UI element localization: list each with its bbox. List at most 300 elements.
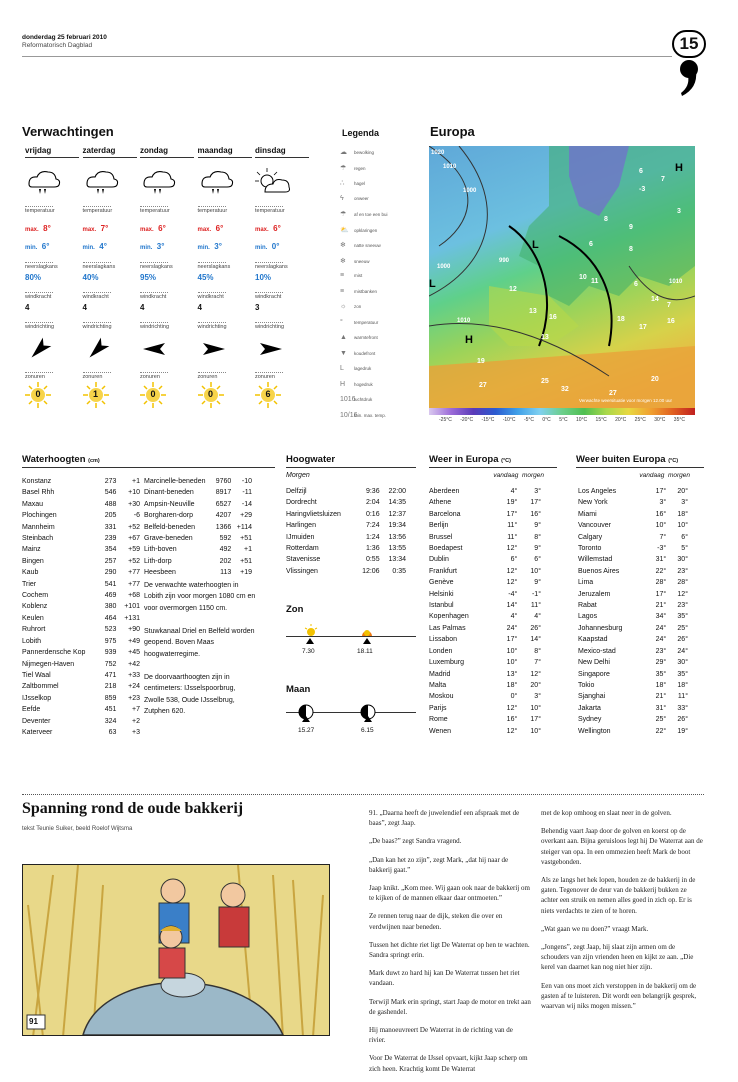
map-temp-label: 6 [639,168,643,175]
table-cell: Heesbeen [144,569,176,577]
isobar-label: 1010 [457,318,471,324]
moonset-marker-icon [364,716,372,722]
forecast-day-name: vrijdag [25,146,79,158]
wind-direction-label: windrichting [25,324,55,330]
table-cell: +7 [132,706,140,714]
table-cell: Harlingen [286,522,316,530]
table-cell: Plochingen [22,512,57,520]
forecast-sun-hours: 1 [92,389,98,399]
legend-label: af en toe een bui [354,212,388,217]
table-row [22,624,140,635]
table-cell: 12° [530,670,541,678]
table-cell: Genève [429,579,454,587]
story-paragraph: Ze rennen terug naar de dijk, steken die over en verdwijnen naar beneden. [369,912,503,931]
story-column-1 [369,808,531,1082]
table-cell: Vancouver [578,522,611,530]
temp-label: temperatuur [255,208,285,214]
scale-label: 0°C [542,417,551,423]
table-cell: +51 [240,535,252,543]
table-cell: 18° [677,681,688,689]
table-cell: -4° [508,590,518,598]
water-rule [22,467,275,468]
table-row [22,499,140,510]
legend-item [340,319,425,333]
table-cell: +68 [128,592,140,600]
legend-icon: ❄ [340,242,346,249]
table-row [286,520,406,531]
table-cell: 30° [677,556,688,564]
table-cell: 17° [530,716,541,724]
table-row [144,533,252,544]
table-cell: 290 [104,569,117,577]
table-cell: 975 [104,637,117,645]
legend-item [340,381,425,395]
table-cell: 205 [104,512,117,520]
legend-item [340,210,425,224]
table-cell: +23 [128,694,140,702]
water-title: Waterhoogten (cm) [22,454,100,465]
table-cell: Konstanz [22,478,52,485]
table-row [286,532,406,543]
story-paragraph: Mark duwt zo hard hij kan De Waterrat tussen het riet vandaan. [369,969,520,988]
legend-label: mist [354,273,363,278]
sun-hours-label: zonuren [255,372,283,380]
map-temp-label: 20 [651,376,659,383]
comic-panel-number: 91 [29,1017,38,1026]
table-cell: 16° [506,716,518,724]
table-cell: 3° [659,499,667,507]
table-cell: Istanbul [429,602,454,610]
table-cell: Wenen [429,727,452,735]
map-temp-label: 27 [479,382,487,389]
forecast-sun-hours: 0 [35,389,41,399]
table-row [22,681,140,692]
wind-arrow-icon [25,334,79,368]
table-cell: Lissabon [429,636,458,644]
wind-arrow-icon [198,334,252,368]
moon-title: Maan [286,684,311,695]
sun-hours-label: zonuren [140,372,168,380]
map-temp-label: 12 [509,286,517,293]
table-row [429,669,541,680]
wx-europe-colheads: vandaag morgen [493,472,544,479]
table-cell: Grave-beneden [144,535,193,543]
wind-label: windkracht [25,294,52,300]
table-row [429,532,541,543]
table-cell: 541 [104,580,117,588]
table-cell: Londen [429,647,453,655]
table-cell: Nijmegen-Haven [22,660,75,668]
table-cell: +2 [132,717,140,725]
table-cell: Buenos Aires [578,567,620,575]
table-cell: Lith-dorp [144,557,172,565]
story-credit: tekst Teunie Suiker, beeld Roelof Wijtsma [22,826,133,832]
wind-label: windkracht [140,294,167,300]
table-cell: Los Angeles [578,488,617,495]
table-cell: Lagos [578,613,598,621]
table-cell: 4207 [215,512,232,520]
table-cell: Pannerdensche Kop [22,649,86,657]
table-cell: 10° [677,522,688,530]
table-cell: +1 [244,546,252,554]
forecast-min: min. 4° [82,242,107,251]
legend-icon: ▲ [340,334,347,341]
scale-label: 10°C [575,417,588,423]
table-cell: 0:16 [365,510,380,518]
scale-label: 15°C [595,417,607,423]
newspaper-name: Reformatorisch Dagblad [22,42,93,49]
isobar-label: 990 [499,258,510,264]
table-cell: Bingen [22,557,44,565]
table-cell: 1:24 [365,533,380,541]
table-row [22,601,140,612]
legend-item [340,412,425,426]
forecast-min: min. 0° [255,242,280,251]
map-temp-label: -3 [639,186,646,193]
scale-label: -5°C [523,417,534,423]
rain-label: neerslagkans [255,264,288,270]
map-temp-label: 32 [561,386,569,393]
page-number: 15 [672,30,706,58]
table-cell: Belfeld-beneden [144,523,195,531]
sun-title: Zon [286,604,304,615]
table-row [578,611,688,622]
sun-badge-icon [198,382,224,408]
forecast-wind: 3 [255,303,260,312]
table-cell: 8° [534,533,541,541]
table-row [429,646,541,657]
table-row [22,636,140,647]
legend-icon: ≡ [340,287,345,295]
table-cell: 939 [104,649,117,657]
table-cell: 2:04 [365,499,380,507]
table-cell: 239 [104,535,117,543]
table-row [144,487,252,498]
table-cell: 11° [507,533,518,541]
rain-label: neerslagkans [140,264,173,270]
story-paragraph: „Wat gaan we nu doen?” vraagt Mark. [541,924,649,933]
table-cell: Dublin [429,556,449,564]
legend-title: Legenda [342,128,380,138]
legend-icon: ⛅ [340,226,349,234]
table-cell: Eefde [22,706,41,714]
table-row [578,554,688,565]
table-cell: +59 [128,546,140,554]
table-row [578,669,688,680]
table-cell: 218 [104,683,117,691]
table-cell: 34° [655,613,667,621]
table-cell: +52 [128,557,140,565]
table-cell: 1:36 [365,545,380,553]
table-cell: 464 [104,614,117,622]
table-cell: -3° [657,545,667,553]
table-cell: 14° [530,636,541,644]
table-row [578,566,688,577]
table-cell: 592 [219,535,232,543]
forecast-max: max. 6° [140,224,166,233]
map-caption: Verwachte weersituatie voor morgen 12.00 uur [579,398,673,403]
moonrise-time: 15.27 [298,727,315,734]
table-row [286,554,406,565]
table-cell: 12° [506,567,518,575]
low-pressure-marker: L [429,278,436,290]
table-row [22,590,140,601]
map-temp-label: 16 [549,314,557,321]
legend-item [340,303,425,317]
table-cell: Kaub [22,569,39,577]
table-cell: 17° [506,510,518,518]
map-temp-label: 19 [477,358,485,365]
table-row [578,691,688,702]
sun-badge-icon [83,382,109,408]
map-temp-label: 7 [667,302,671,309]
wind-label: windkracht [82,294,109,300]
map-temp-label: 8 [604,216,608,223]
table-row [22,659,140,670]
legend-item [340,288,425,302]
table-row [22,556,140,567]
rain-label: neerslagkans [82,264,116,270]
table-cell: +19 [240,569,252,577]
legend-icon: ° [340,318,343,326]
table-cell: Luxemburg [429,659,465,667]
table-cell: 11° [530,602,541,610]
table-cell: Dinant-beneden [144,489,194,497]
sun-hours-label: zonuren [25,372,53,380]
table-cell: Vlissingen [286,567,318,575]
table-cell: 13:34 [388,556,406,564]
table-row [578,714,688,725]
legend-label: sneeuw [354,258,370,264]
forecast-wind: 4 [197,303,202,312]
wind-arrow-icon [83,334,137,368]
table-cell: +49 [128,637,140,645]
legend-label: luchtdruk [354,397,373,402]
table-cell: +33 [128,671,140,679]
table-cell: Madrid [429,670,451,678]
table-row [22,567,140,578]
table-row [578,520,688,531]
table-cell: Steinbach [22,535,54,543]
forecast-max: max. 6° [197,224,224,233]
temperature-scale [429,408,695,415]
moonset-time: 6.15 [361,727,374,734]
legend-icon: ≡ [340,272,345,279]
sunrise-icon [304,624,318,636]
table-cell: 24° [655,624,667,632]
wx-world-title: Weer buiten Europa (°C) [576,454,679,465]
table-row [578,646,688,657]
table-cell: +51 [240,557,252,565]
table-cell: +29 [240,512,252,520]
scale-label: 30°C [654,417,666,423]
sunset-time: 18.11 [357,648,373,655]
scale-label: -10°C [502,417,516,423]
table-cell: 488 [104,500,117,508]
table-row [429,680,541,691]
isobar-label: 1020 [431,150,445,156]
legend-item [340,164,425,178]
forecast-min: min. 3° [140,242,165,251]
table-cell: +101 [124,603,140,611]
table-row [429,589,541,600]
table-cell: Zaltbommel [22,683,59,691]
rain-label: neerslagkans [25,264,58,270]
table-cell: Brussel [429,533,453,541]
sun-hours-label: zonuren [198,372,226,380]
legend-icon: 10/16 [340,411,358,419]
table-cell: 10° [530,704,541,712]
table-row [578,726,688,737]
table-cell: 35° [655,670,667,678]
table-row [286,497,406,508]
table-cell: 22° [655,727,667,735]
table-cell: -11 [242,489,252,497]
sunset-icon [360,624,374,636]
story-paragraph: 91. „Daarna heeft de juwelendief een afspraak met de baas”, zegt Jaap. [369,809,520,828]
legend-label: mistbanken [354,288,378,294]
table-row [22,704,140,715]
moonrise-marker-icon [302,716,310,722]
map-drawing [429,146,695,408]
table-cell: 12° [506,704,518,712]
table-cell: Katerveer [22,728,53,736]
forecast-sun-hours: 0 [150,389,156,399]
table-cell: 29° [655,659,667,667]
table-cell: Johannesburg [578,624,623,632]
legend-icon: ☂ [340,164,347,172]
table-cell: Willemstad [578,556,613,564]
table-cell: 0:35 [392,567,406,575]
table-cell: New Delhi [578,659,610,667]
table-cell: 24° [506,624,518,632]
legend-label: zon [354,304,362,309]
europe-title: Europa [430,124,475,139]
table-cell: +67 [128,535,140,543]
table-row [578,543,688,554]
table-cell: Moskou [429,693,454,701]
table-cell: Parijs [429,704,447,712]
table-row [286,566,406,577]
map-temp-label: 18 [617,316,625,323]
table-cell: +77 [128,580,140,588]
table-cell: 17° [530,499,541,507]
scale-label: 35°C [673,417,685,423]
legend-item [340,396,425,410]
table-row [429,520,541,531]
table-row [22,613,140,624]
table-row [429,691,541,702]
legend-icon: ∴ [340,180,345,187]
table-cell: 19° [677,727,688,735]
map-temp-label: 6 [589,241,593,248]
table-cell: 12° [506,545,518,553]
table-cell: +52 [128,523,140,531]
story-paragraph: Behendig vaart Jaap door de golven en koerst op de overkant aan. Bijna geruisloos legt hij De Waterrat aan de steiger van opa. In een ommezien heeft Mark de boot vastgebonden. [541,827,703,866]
legend-item [340,365,425,379]
isobar-label: 1010 [443,164,457,170]
map-temp-label: 7 [661,176,665,183]
table-cell: 12° [677,590,688,598]
map-temp-label: 25 [541,378,549,385]
table-row [144,510,252,521]
table-cell: Berlijn [429,522,449,530]
legend-item [340,257,425,271]
table-cell: Malta [429,681,447,689]
legend-item [340,350,425,364]
table-cell: 12° [506,579,518,587]
table-cell: Deventer [22,717,51,725]
table-cell: Rome [429,716,448,724]
table-cell: 13° [506,670,518,678]
legend-label: warmtefront [354,335,378,340]
table-cell: 9° [534,545,541,553]
table-cell: 354 [104,546,117,554]
table-cell: Borgharen-dorp [144,512,194,520]
legend-label: regen [354,165,366,171]
table-cell: 9:36 [365,488,380,495]
forecast-day-name: dinsdag [255,146,309,158]
table-cell: 331 [104,523,117,531]
table-cell: 10° [530,727,541,735]
map-temp-label: 8 [629,246,633,253]
sun-horizon [286,636,416,637]
table-cell: 6° [534,556,541,564]
table-cell: IJsselkop [22,694,52,702]
map-temp-label: 27 [609,390,617,397]
table-cell: 24° [677,647,688,655]
sun-badge-icon [255,382,281,408]
forecast-sun-hours: 0 [207,389,213,399]
table-row [429,600,541,611]
forecast-max: max. 6° [255,224,281,233]
water-table-right [144,476,252,579]
table-row [22,533,140,544]
table-cell: -14 [241,500,252,508]
water-note-doorvaart: De doorvaarthoogten zijn in centimeters: IJsselspoorbrug, Zwolle 538, Oude IJsselbrug, Zutphen 620. [144,674,236,716]
table-cell: New York [578,499,608,507]
table-row [429,623,541,634]
forecast-day-column [198,146,252,416]
table-cell: 6° [681,533,688,541]
scale-label: -25°C [439,417,452,423]
header-rule [22,56,672,57]
tide-rule [286,467,416,468]
legend-label: hogedruk [354,381,373,387]
scale-label: 25°C [634,417,646,423]
table-row [429,611,541,622]
table-cell: 5° [681,545,688,553]
forecast-day-name: zondag [140,146,194,158]
forecast-wind: 4 [25,303,30,312]
table-cell: 10° [506,647,518,655]
table-cell: Singapore [578,670,610,678]
table-row [144,499,252,510]
table-cell: 471 [104,671,117,679]
table-cell: IJmuiden [286,533,315,541]
table-row [22,579,140,590]
table-cell: 7° [534,659,541,667]
legend-icon: ▼ [340,349,347,357]
table-row [429,703,541,714]
wx-europe-title: Weer in Europa (°C) [429,454,511,465]
map-temp-label: 16 [667,318,675,325]
isobar-label: 1000 [437,264,451,270]
table-row [286,543,406,554]
table-cell: 4° [510,613,518,621]
table-row [429,509,541,520]
table-cell: +1 [132,478,140,485]
